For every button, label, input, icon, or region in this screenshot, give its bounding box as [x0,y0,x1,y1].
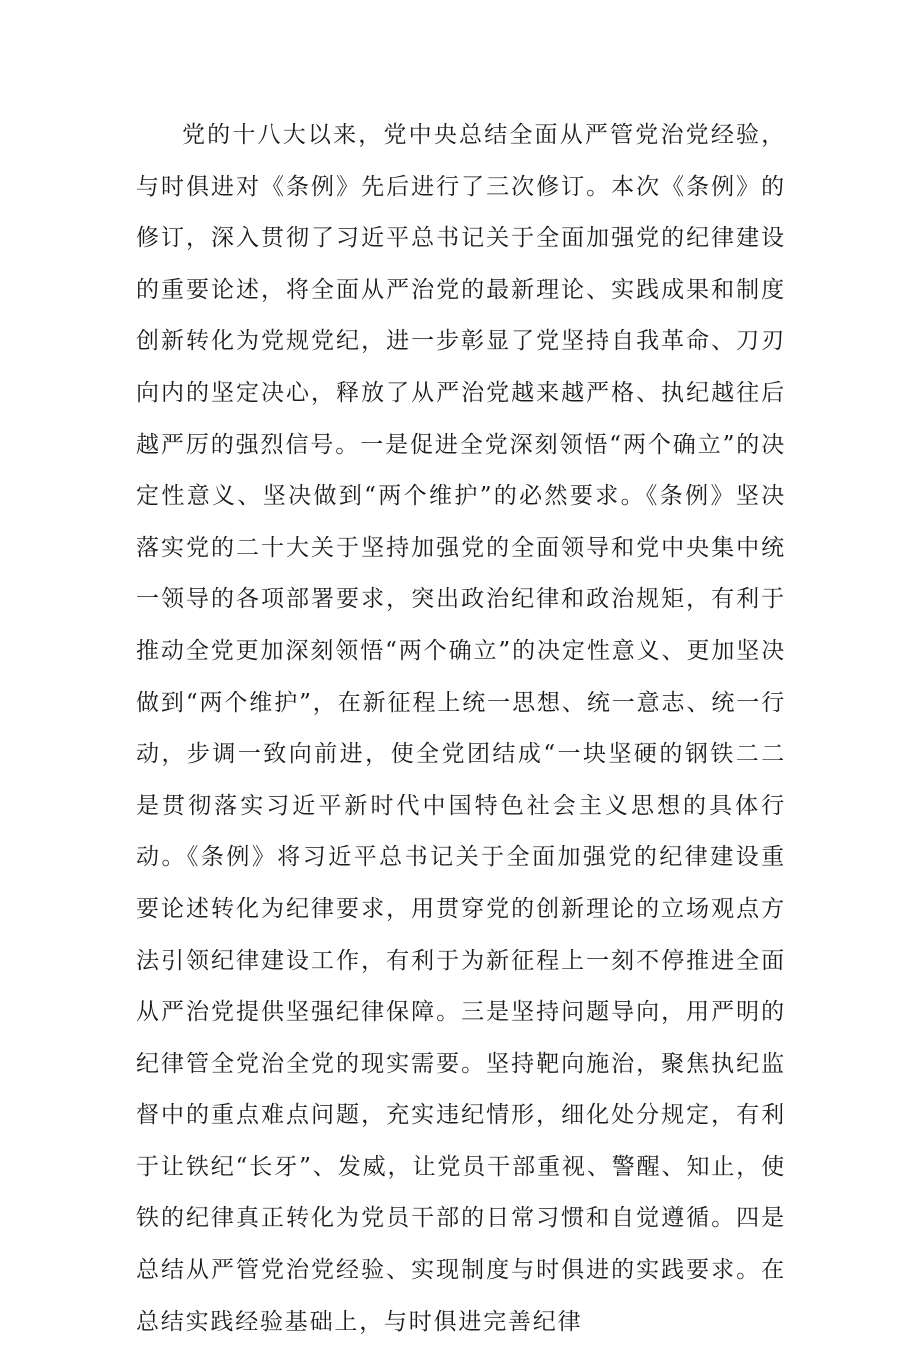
body-paragraph: 党的十八大以来，党中央总结全面从严管党治党经验，与时俱进对《条例》先后进行了三次修订。本次《条例》的修订，深入贯彻了习近平总书记关于全面加强党的纪律建设的重要论述，将全面从严治党的最新理论、实践成果和制度创新转化为党规党纪，进一步彰显了党坚持自我革命、刀刃向内的坚定决心，释放了从严治党越来越严格、执纪越往后越严厉的强烈信号。一是促进全党深刻领悟“两个确立”的决定性意义、坚决做到“两个维护”的必然要求。《条例》坚决落实党的二十大关于坚持加强党的全面领导和党中央集中统一领导的各项部署要求，突出政治纪律和政治规矩，有利于推动全党更加深刻领悟“两个确立”的决定性意义、更加坚决做到“两个维护”，在新征程上统一思想、统一意志、统一行动，步调一致向前进，使全党团结成“一块坚硬的钢铁二二是贯彻落实习近平新时代中国特色社会主义思想的具体行动。《条例》将习近平总书记关于全面加强党的纪律建设重要论述转化为纪律要求，用贯穿党的创新理论的立场观点方法引领纪律建设工作，有利于为新征程上一刻不停推进全面从严治党提供坚强纪律保障。三是坚持问题导向，用严明的纪律管全党治全党的现实需要。坚持靶向施治，聚焦执纪监督中的重点难点问题，充实违纪情形，细化处分规定，有利于让铁纪“长牙”、发威，让党员干部重视、警醒、知止，使铁的纪律真正转化为党员干部的日常习惯和自觉遵循。四是总结从严管党治党经验、实现制度与时俱进的实践要求。在总结实践经验基础上，与时俱进完善纪律 [136,122,786,1335]
